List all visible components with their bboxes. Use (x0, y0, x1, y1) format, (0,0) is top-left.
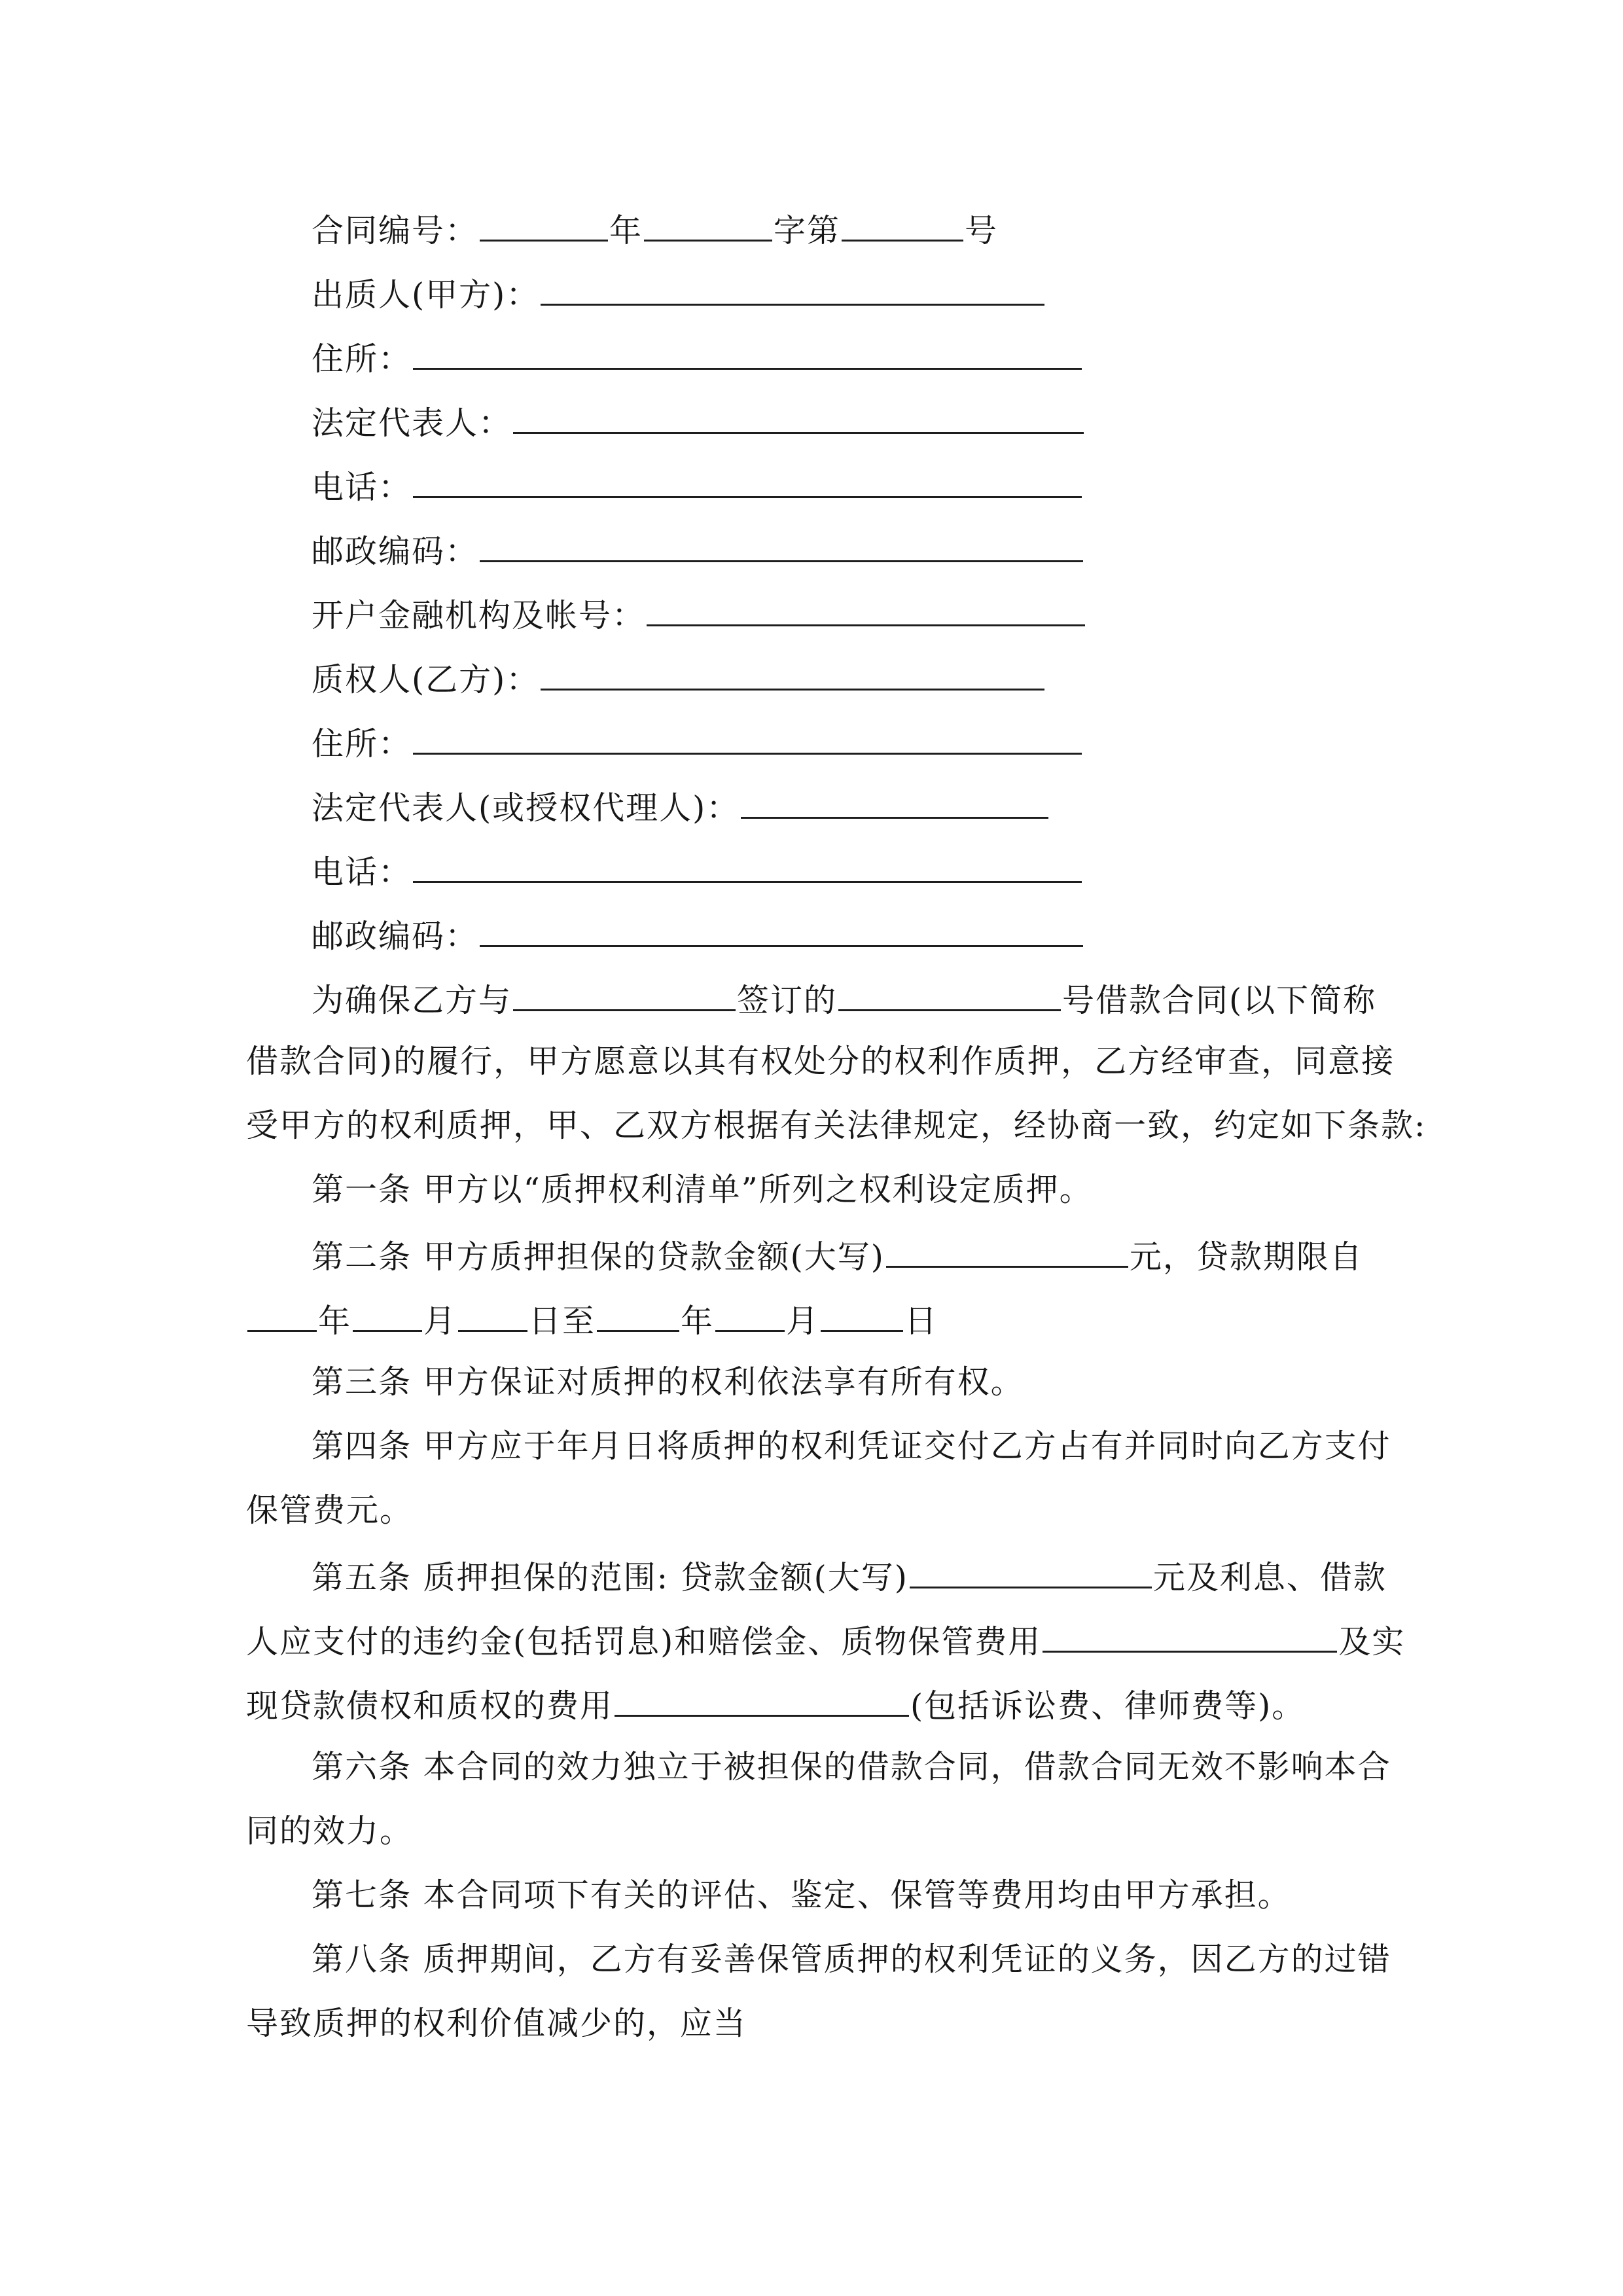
article-2-start-month-blank[interactable] (353, 1299, 422, 1332)
article-5-line-3 (246, 1683, 1305, 1723)
preamble-contract-no-blank[interactable] (838, 978, 1061, 1011)
party-a-postcode-line (312, 529, 1084, 568)
party-a-phone-field[interactable] (413, 465, 1082, 498)
preamble-text-1b: 签订的 (737, 982, 838, 1019)
party-a-address-field[interactable] (413, 336, 1082, 370)
article-2-end-month-blank[interactable] (715, 1299, 785, 1332)
party-b-phone-label: 电话： (312, 853, 412, 891)
article-8-text-1: 第八条 质押期间，乙方有妥善保管质押的权利凭证的义务，因乙方的过错 (312, 1941, 1391, 1978)
party-a-address-label: 住所： (312, 340, 412, 378)
party-a-bank-field[interactable] (647, 593, 1085, 626)
article-5-line-1 (312, 1555, 1387, 1594)
article-2-day-to-char: 日至 (529, 1302, 596, 1340)
party-b-legal-rep-field[interactable] (741, 785, 1048, 819)
contract-number-no-blank[interactable] (842, 208, 963, 242)
party-b-postcode-line (312, 914, 1084, 953)
party-a-name-label: 出质人(甲方)： (312, 276, 540, 314)
article-5-text-3b: (包括诉讼费、律师费等)。 (910, 1687, 1306, 1725)
contract-number-word-blank[interactable] (644, 208, 772, 242)
article-4-text-2: 保管费元。 (246, 1492, 414, 1529)
party-b-postcode-label: 邮政编码： (312, 918, 479, 955)
article-7 (312, 1876, 1291, 1915)
article-2-line-2 (246, 1299, 938, 1338)
party-a-name-field[interactable] (541, 272, 1044, 306)
article-2-start-day-blank[interactable] (458, 1299, 527, 1332)
article-5-storage-fee-blank[interactable] (1043, 1619, 1337, 1653)
article-7-text: 第七条 本合同项下有关的评估、鉴定、保管等费用均由甲方承担。 (312, 1876, 1291, 1914)
article-8-line-2 (246, 2004, 747, 2043)
party-a-legal-rep-field[interactable] (513, 401, 1084, 434)
party-a-name-line (312, 272, 1046, 312)
preamble-text-1c: 号借款合同(以下简称 (1062, 982, 1377, 1019)
preamble-line-1 (312, 978, 1376, 1017)
party-b-address-line (312, 721, 1083, 761)
article-5-text-3a: 现贷款债权和质权的费用 (246, 1687, 614, 1725)
article-2-start-year-blank[interactable] (247, 1299, 317, 1332)
article-2-month-char: 月 (423, 1302, 457, 1340)
article-6-text-1: 第六条 本合同的效力独立于被担保的借款合同，借款合同无效不影响本合 (312, 1748, 1391, 1785)
article-2-line-1 (312, 1234, 1363, 1274)
zi-di-char: 字第 (774, 212, 841, 249)
party-b-address-label: 住所： (312, 725, 412, 762)
party-b-name-line (312, 657, 1046, 696)
preamble-text-1a: 为确保乙方与 (312, 982, 512, 1019)
party-b-phone-field[interactable] (413, 850, 1082, 883)
article-3 (312, 1363, 1024, 1402)
party-b-legal-rep-line (312, 785, 1050, 825)
contract-number-label: 合同编号： (312, 212, 479, 249)
party-b-legal-rep-label: 法定代表人(或授权代理人)： (312, 789, 740, 827)
preamble-line-3 (246, 1106, 1427, 1145)
party-b-phone-line (312, 850, 1083, 889)
article-2-end-year-blank[interactable] (597, 1299, 679, 1332)
article-2-amount-blank[interactable] (886, 1234, 1128, 1268)
article-1 (312, 1170, 1093, 1210)
article-4-line-1 (312, 1427, 1391, 1466)
article-1-text: 第一条 甲方以“质押权利清单”所列之权利设定质押。 (312, 1171, 1093, 1208)
party-b-name-label: 质权人(乙方)： (312, 661, 540, 698)
party-a-bank-label: 开户金融机构及帐号： (312, 597, 646, 634)
article-6-text-2: 同的效力。 (246, 1812, 414, 1850)
party-a-phone-label: 电话： (312, 469, 412, 506)
contract-number-line (312, 208, 998, 247)
article-5-line-2 (246, 1619, 1405, 1659)
party-a-bank-line (312, 593, 1086, 632)
article-5-text-2a: 人应支付的违约金(包括罚息)和赔偿金、质物保管费用 (246, 1623, 1042, 1660)
preamble-text-3: 受甲方的权利质押，甲、乙双方根据有关法律规定，经协商一致，约定如下条款: (246, 1107, 1427, 1144)
preamble-line-2 (246, 1042, 1395, 1081)
party-b-name-field[interactable] (541, 657, 1044, 691)
article-2-year-char: 年 (318, 1302, 352, 1340)
party-b-address-field[interactable] (413, 721, 1082, 755)
article-2-text-a: 第二条 甲方质押担保的贷款金额(大写) (312, 1238, 885, 1276)
hao-char: 号 (965, 212, 999, 249)
article-5-amount-blank[interactable] (910, 1555, 1152, 1588)
preamble-text-2: 借款合同)的履行，甲方愿意以其有权处分的权利作质押，乙方经审查，同意接 (246, 1043, 1395, 1080)
article-5-text-1b: 元及利息、借款 (1152, 1559, 1387, 1596)
article-5-text-1a: 第五条 质押担保的范围: 贷款金额(大写) (312, 1559, 908, 1596)
article-4-line-2 (246, 1491, 413, 1530)
article-5-text-2b: 及实 (1338, 1623, 1406, 1660)
party-b-postcode-field[interactable] (480, 914, 1083, 947)
party-a-legal-rep-label: 法定代表人： (312, 404, 512, 442)
party-a-phone-line (312, 465, 1083, 504)
preamble-party-blank[interactable] (513, 978, 736, 1011)
party-a-postcode-field[interactable] (480, 529, 1083, 562)
article-6-line-2 (246, 1812, 413, 1851)
article-2-end-year-char: 年 (681, 1302, 715, 1340)
article-8-line-1 (312, 1940, 1391, 1979)
article-8-text-2: 导致质押的权利价值减少的，应当 (246, 2005, 747, 2042)
article-2-end-day-char: 日 (904, 1302, 938, 1340)
article-6-line-1 (312, 1748, 1391, 1787)
party-a-postcode-label: 邮政编码： (312, 533, 479, 570)
article-5-realization-fee-blank[interactable] (615, 1683, 909, 1717)
article-2-end-day-blank[interactable] (821, 1299, 903, 1332)
party-a-legal-rep-line (312, 401, 1085, 440)
contract-number-year-blank[interactable] (480, 208, 608, 242)
article-2-text-b: 元，贷款期限自 (1129, 1238, 1363, 1276)
party-a-address-line (312, 336, 1083, 376)
year-char: 年 (609, 212, 643, 249)
article-4-text-1: 第四条 甲方应于年月日将质押的权利凭证交付乙方占有并同时向乙方支付 (312, 1427, 1391, 1465)
article-2-end-month-char: 月 (786, 1302, 820, 1340)
article-3-text: 第三条 甲方保证对质押的权利依法享有所有权。 (312, 1363, 1024, 1401)
